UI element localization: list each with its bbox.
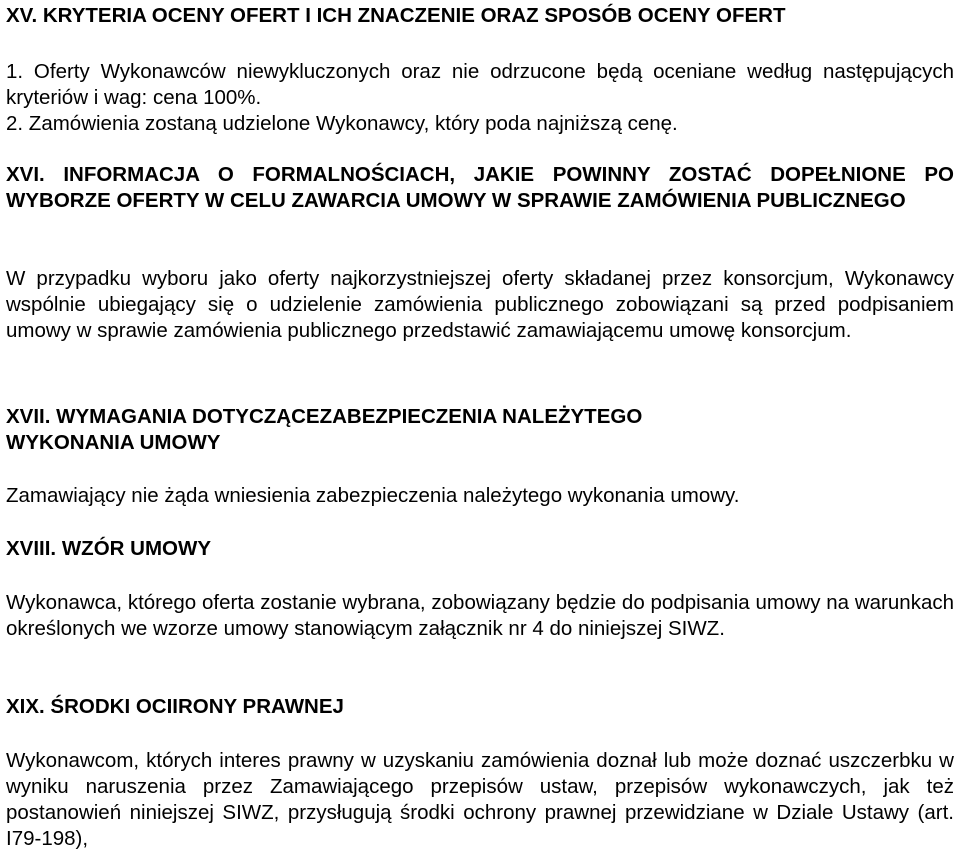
section-18-body: Wykonawca, którego oferta zostanie wybrana, zobowiązany będzie do podpisania umowy na warunkach określonych we wzorze umowy stanowiącym załącznik nr 4 do niniejszej SIWZ. [6,591,954,640]
section-16-body: W przypadku wyboru jako oferty najkorzystniejszej oferty składanej przez konsorcjum, Wykonawcy wspólnie ubiegający się o udzielenie zamówienia publicznego zobowiązani są przed podpisaniem umowy w sprawie zamówienia publicznego przedstawić zamawiającemu umowę konsorcjum. [6,267,954,342]
section-16-heading: XVI. INFORMACJA O FORMALNOŚCIACH, JAKIE POWINNY ZOSTAĆ DOPEŁNIONE PO WYBORZE OFERTY W CELU ZAWARCIA UMOWY W SPRAWIE ZAMÓWIENIA PUBLICZNEGO [6,163,954,212]
section-17-body: Zamawiający nie żąda wniesienia zabezpieczenia należytego wykonania umowy. [6,484,740,507]
section-17-heading: XVII. WYMAGANIA DOTYCZĄCEZABEZPIECZENIA NALEŻYTEGO WYKONANIA UMOWY [6,405,643,454]
section-15-list [6,59,954,137]
section-15-item-1: 1. Oferty Wykonawców niewykluczonych oraz nie odrzucone będą oceniane według następujących kryteriów i wag: cena 100%. [6,60,954,109]
section-18-heading: XVIII. WZÓR UMOWY [6,537,211,560]
section-15-heading: XV. KRYTERIA OCENY OFERT I ICH ZNACZENIE ORAZ SPOSÓB OCENY OFERT [6,4,786,27]
section-19-body: Wykonawcom, których interes prawny w uzyskaniu zamówienia doznał lub może doznać uszczerbku w wyniku naruszenia przez Zamawiającego przepisów ustaw, przepisów wykonawczych, jak też postanowień niniejszej SIWZ, przysługują środki ochrony prawnej przewidziane w Dziale Ustawy (art. I79-198), [6,749,954,850]
section-15-item-2: 2. Zamówienia zostaną udzielone Wykonawcy, który poda najniższą cenę. [6,112,678,135]
section-19-heading: XIX. ŚRODKI OCIIRONY PRAWNEJ [6,695,344,718]
